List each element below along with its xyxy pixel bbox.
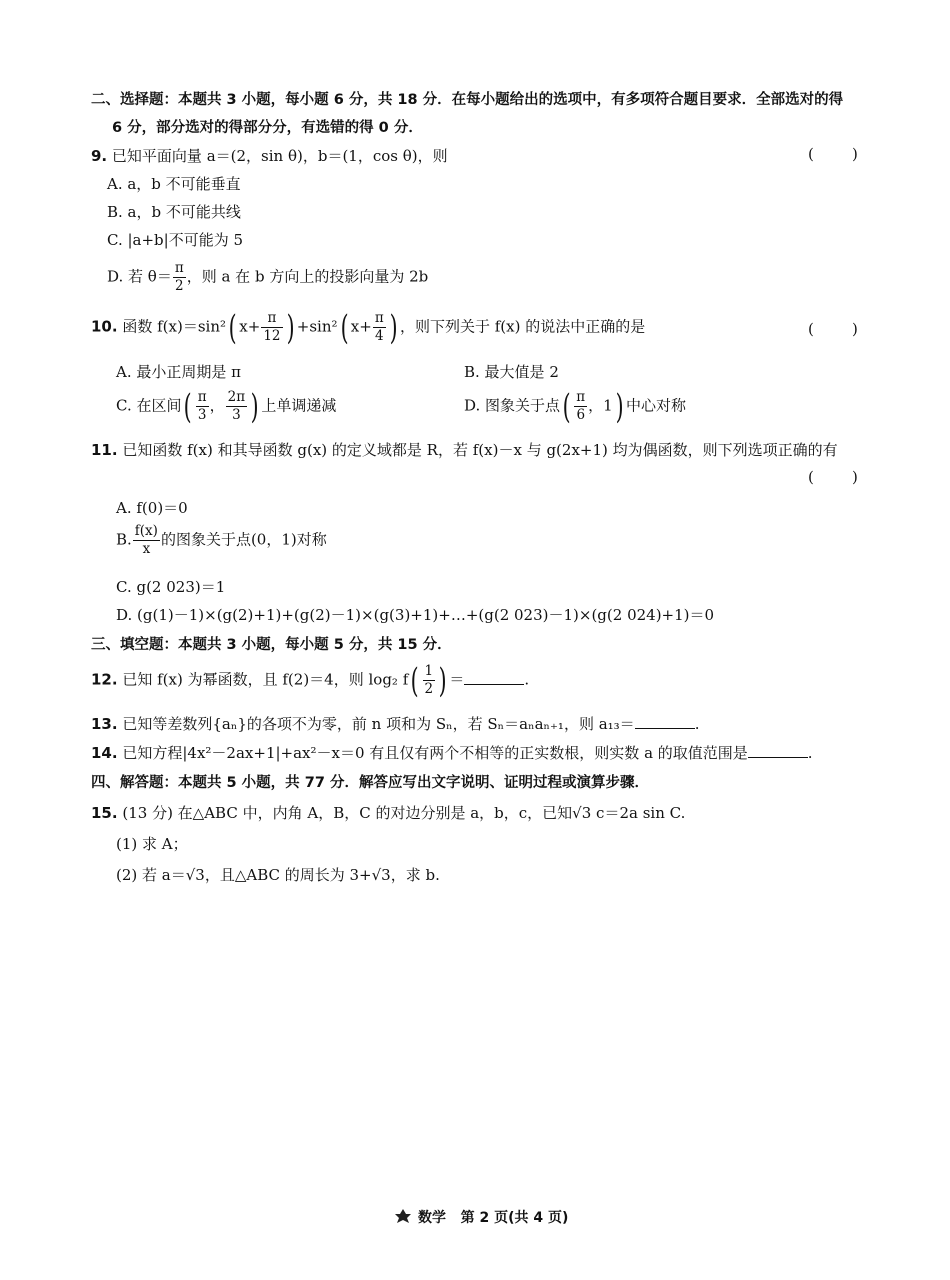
- question-stem: 已知等差数列{aₙ}的各项不为零，前 n 项和为 Sₙ，若 Sₙ＝aₙaₙ₊₁，则 a₁₃＝: [122, 715, 635, 733]
- question-number: 15.: [91, 804, 118, 822]
- option-c: C. 在区间( $\frac{\pi}{3}$ ， $\frac{2\pi}{3}$ ) 上单调递减: [116, 386, 337, 427]
- question-10: [91, 307, 646, 348]
- fraction: [574, 389, 587, 424]
- option-d-tail: 中心对称: [625, 396, 686, 415]
- arg1-pre: x+: [239, 317, 261, 336]
- sub-question-1: (1) 求 A；: [116, 835, 188, 853]
- question-9: [91, 145, 448, 166]
- fraction: [423, 663, 436, 698]
- question-stem: 已知 f(x) 为幂函数，且 f(2)＝4，则 log₂ f: [122, 670, 409, 689]
- period: .: [524, 670, 530, 689]
- equals: ＝: [449, 670, 465, 689]
- question-12: [91, 660, 530, 701]
- paren-open: (: [410, 660, 419, 701]
- question-number: 11.: [91, 441, 118, 459]
- option-b: B. a，b 不可能共线: [107, 203, 241, 221]
- sub-question-2: (2) 若 a＝√3，且△ABC 的周长为 3+√3，求 b.: [116, 866, 440, 884]
- fraction: [133, 523, 160, 558]
- fraction: [196, 389, 209, 424]
- numerator: 2π: [227, 389, 246, 405]
- question-stem: 已知方程|4x²－2ax+1|+ax²－x＝0 有且仅有两个不相等的正实数根，则实数 a 的取值范围是: [122, 744, 748, 762]
- stem-pre: 函数 f(x)＝sin²: [122, 317, 227, 336]
- answer-bracket: ( ): [808, 145, 858, 163]
- denominator: 2: [174, 278, 184, 294]
- option-a: A. f(0)＝0: [116, 499, 188, 517]
- option-c: C. g(2 023)＝1: [116, 578, 226, 596]
- numerator: π: [374, 310, 384, 326]
- option-d: [107, 260, 428, 295]
- option-d-point: ，1: [588, 396, 613, 415]
- logo-icon: [394, 1208, 412, 1224]
- question-13: [91, 713, 699, 734]
- footer-page-number: 第 2 页(共 4 页): [460, 1210, 569, 1226]
- numerator: π: [197, 389, 207, 405]
- denominator: x: [142, 541, 151, 557]
- fraction: [173, 260, 186, 295]
- option-c-pre: C. 在区间: [116, 396, 182, 415]
- footer-subject: 数学: [418, 1210, 446, 1226]
- paren-open: (: [184, 386, 193, 427]
- question-11: [91, 439, 838, 460]
- option-b-post: 的图象关于点(0，1)对称: [160, 530, 327, 549]
- question-number: 9.: [91, 147, 108, 165]
- answer-blank[interactable]: [464, 672, 524, 685]
- option-b: [116, 523, 327, 558]
- paren-close: ): [250, 386, 259, 427]
- section-four-title: 四、解答题：本题共 5 小题，共 77 分．解答应写出文字说明、证明过程或演算步骤．: [91, 775, 649, 791]
- stem-mid: +sin²: [296, 317, 338, 336]
- denominator: 12: [263, 328, 281, 344]
- numerator: π: [261, 310, 282, 328]
- section-two-title: 二、选择题：本题共 3 小题，每小题 6 分，共 18 分．在每小题给出的选项中，有多项符合题目要求．全部选对的得: [91, 92, 844, 108]
- option-a: A. a，b 不可能垂直: [107, 175, 241, 193]
- question-14: [91, 742, 813, 763]
- period: .: [694, 715, 700, 733]
- fraction: [373, 310, 386, 345]
- section-two-title-cont: 6 分，部分选对的得部分分，有选错的得 0 分．: [112, 120, 423, 136]
- denominator: 3: [197, 407, 207, 423]
- paren-open: (: [340, 307, 349, 348]
- denominator: 3: [232, 407, 241, 423]
- fraction: [226, 389, 247, 424]
- answer-blank[interactable]: [635, 716, 695, 729]
- question-15: [91, 802, 685, 823]
- option-a: A. 最小正周期是 π: [116, 363, 241, 381]
- option-d-pre: D. 图象关于点: [464, 396, 561, 415]
- question-number: 13.: [91, 715, 118, 733]
- question-number: 10.: [91, 317, 118, 336]
- answer-bracket: ( ): [808, 468, 858, 486]
- answer-bracket: ( ): [808, 320, 858, 338]
- paren-open: (: [562, 386, 571, 427]
- option-b: B. 最大值是 2: [464, 363, 559, 381]
- question-number: 12.: [91, 670, 118, 689]
- stem-post: ，则下列关于 f(x) 的说法中正确的是: [399, 317, 646, 336]
- numerator: f(x): [134, 523, 158, 539]
- question-stem: 已知函数 f(x) 和其导函数 g(x) 的定义域都是 R，若 f(x)－x 与 g(2x+1) 均为偶函数，则下列选项正确的有: [122, 441, 838, 459]
- paren-close: ): [286, 307, 295, 348]
- option-b-pre: B.: [116, 530, 132, 549]
- denominator: 6: [576, 407, 586, 423]
- option-d: D. (g(1)－1)×(g(2)+1)+(g(2)－1)×(g(3)+1)+…+(g(2 023)－1)×(g(2 024)+1)＝0: [116, 606, 715, 624]
- paren-close: ): [438, 660, 447, 701]
- numerator: 1: [424, 663, 434, 679]
- answer-blank[interactable]: [748, 745, 808, 758]
- fraction: [261, 310, 282, 345]
- option-d-post: ，则 a 在 b 方向上的投影向量为 2b: [186, 267, 429, 286]
- option-d-pre: D. 若 θ＝: [107, 267, 172, 286]
- denominator: 2: [424, 681, 434, 697]
- option-c-post: 上单调递减: [261, 396, 337, 415]
- option-d: [464, 386, 686, 427]
- period: .: [807, 744, 813, 762]
- section-three-title: 三、填空题：本题共 3 小题，每小题 5 分，共 15 分．: [91, 637, 452, 653]
- question-stem: (13 分) 在△ABC 中，内角 A，B，C 的对边分别是 a，b，c，已知√3 c＝2a sin C.: [122, 804, 686, 822]
- denominator: 4: [374, 328, 384, 344]
- question-stem: 已知平面向量 a＝(2，sin θ)，b＝(1，cos θ)，则: [111, 147, 448, 165]
- question-number: 14.: [91, 744, 118, 762]
- option-c: C. |a+b|不可能为 5: [107, 231, 244, 249]
- numerator: π: [174, 260, 184, 276]
- arg2-pre: x+: [350, 317, 372, 336]
- paren-close: ): [615, 386, 624, 427]
- paren-open: (: [228, 307, 237, 348]
- paren-close: ): [389, 307, 398, 348]
- numerator: π: [576, 389, 586, 405]
- page-footer: [394, 1207, 568, 1227]
